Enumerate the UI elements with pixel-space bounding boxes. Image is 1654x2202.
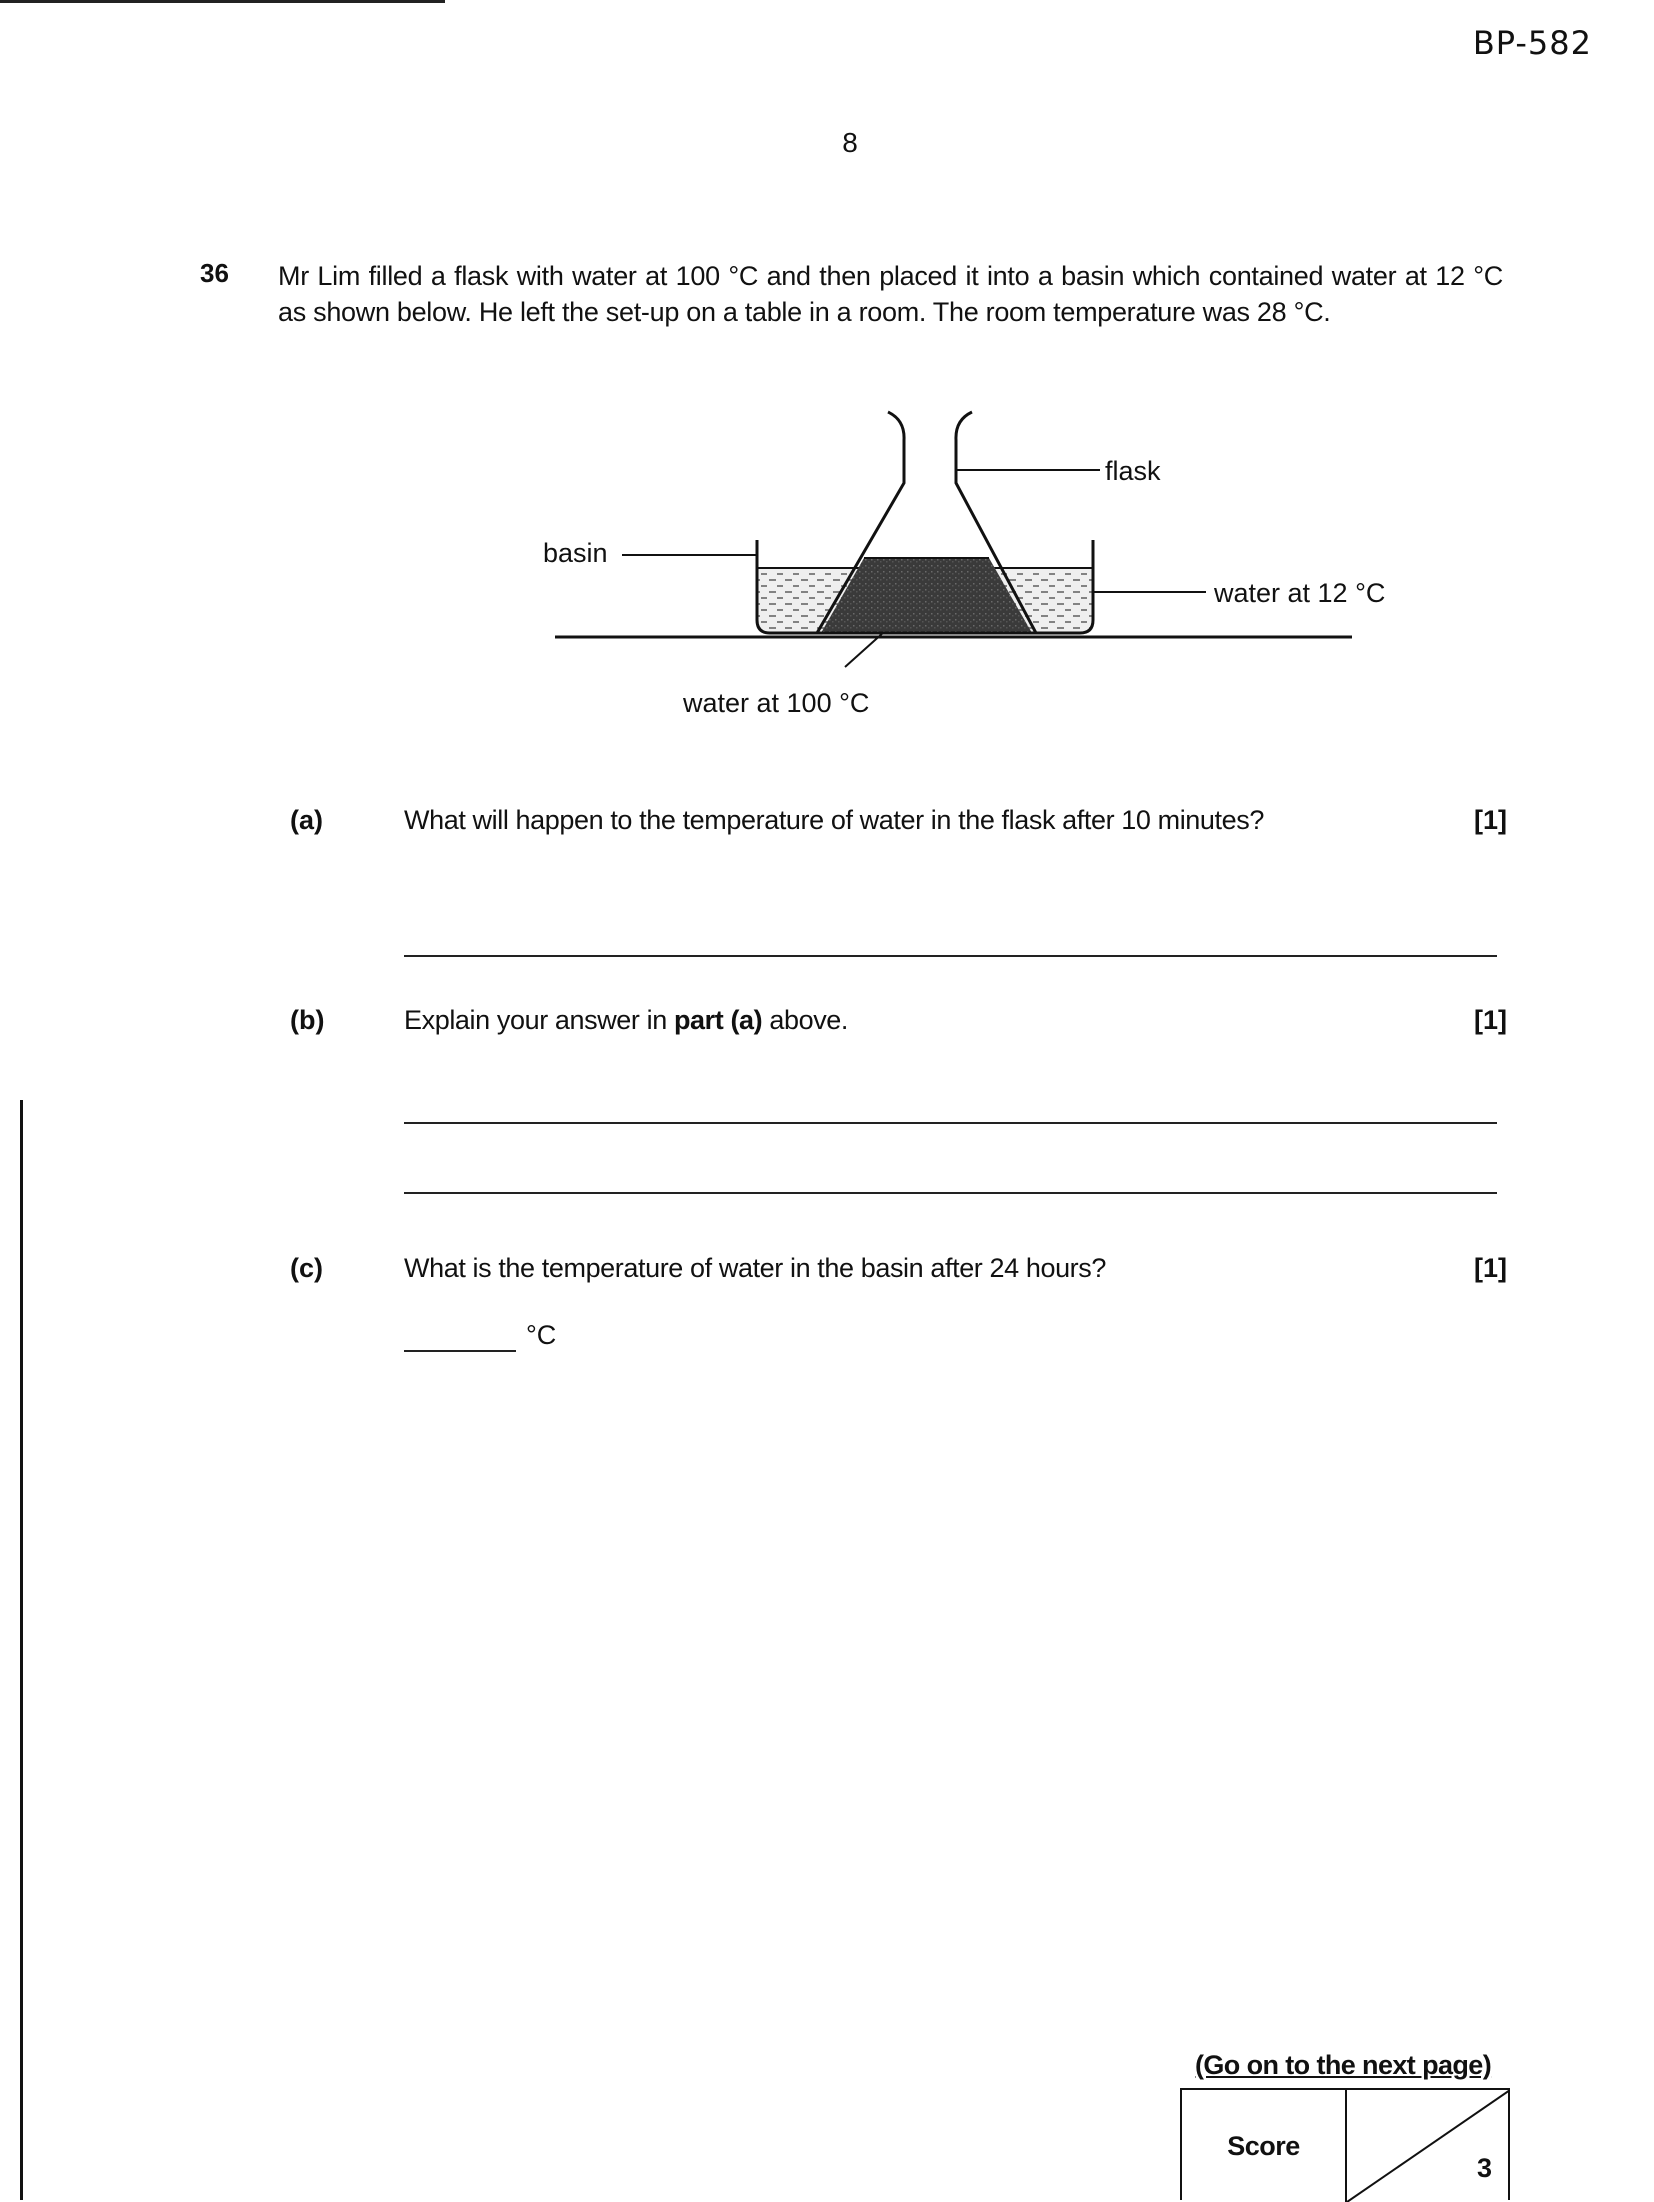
- part-b-text-after: above.: [762, 1005, 849, 1035]
- part-a-marks: [1]: [1474, 805, 1507, 835]
- part-c-unit: °C: [526, 1320, 557, 1350]
- part-b-question: [404, 1005, 848, 1036]
- part-b-text-before: Explain your answer in: [404, 1005, 674, 1035]
- score-box: [1180, 2088, 1510, 2200]
- part-a-question: What will happen to the temperature of water in the flask after 10 minutes?: [404, 805, 1264, 835]
- part-b-marks: [1]: [1474, 1005, 1507, 1035]
- paper-code: BP-582: [1472, 24, 1592, 62]
- scan-left-rule: [20, 1100, 23, 2200]
- score-cell[interactable]: [1347, 2090, 1510, 2202]
- label-flask: flask: [1105, 456, 1161, 486]
- page-number: 8: [842, 127, 858, 158]
- label-basin: basin: [543, 538, 608, 568]
- score-max: 3: [1476, 2153, 1492, 2183]
- go-on-note: (Go on to the next page): [1195, 2050, 1492, 2080]
- label-basin-water: water at 12 °C: [1214, 578, 1386, 608]
- score-diagonal: [1347, 2090, 1510, 2202]
- score-label: Score: [1182, 2090, 1347, 2202]
- part-b-answer-line-2[interactable]: [404, 1192, 1497, 1194]
- label-flask-water: water at 100 °C: [683, 688, 870, 718]
- flask-basin-diagram: [0, 0, 1654, 720]
- part-a-answer-line[interactable]: [404, 955, 1497, 957]
- question-stem: Mr Lim filled a flask with water at 100 °C and then placed it into a basin which contained water at 12 °C as shown below. He left the set-up on a table in a room. The room temperature was 28 °C.: [278, 261, 1503, 327]
- part-c-marks: [1]: [1474, 1253, 1507, 1283]
- part-b-text-bold: part (a): [673, 1005, 763, 1035]
- question-number: 36: [200, 258, 229, 288]
- part-b-answer-line-1[interactable]: [404, 1122, 1497, 1124]
- part-b-label: (b): [290, 1005, 325, 1035]
- part-c-label: (c): [290, 1253, 323, 1283]
- part-c-question: What is the temperature of water in the basin after 24 hours?: [404, 1253, 1106, 1283]
- part-a-label: (a): [290, 805, 323, 835]
- part-c-answer-line[interactable]: [404, 1350, 516, 1352]
